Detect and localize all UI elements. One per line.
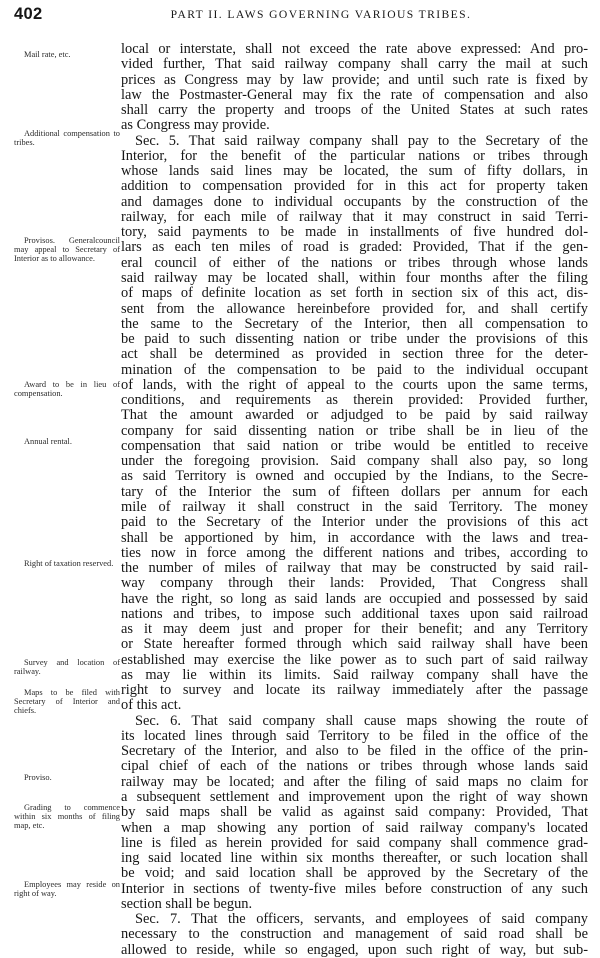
running-head: PART II. LAWS GOVERNING VARIOUS TRIBES. [170, 8, 472, 21]
text-line: as said Territory is owned and occupied by the Indians, to the Secre- [121, 468, 588, 485]
text-line: a subsequent settlement and improvement upon the right of way shown [121, 789, 588, 806]
text-line: under the foregoing provision. Said company shall also pay, so long [121, 453, 588, 470]
text-line: sent from the allowance hereinbefore provided for, and shall certify [121, 300, 588, 317]
text-line: when a map showing any portion of said railway company's located [121, 819, 588, 836]
text-line: shall carry the property and troops of the United States at such rates [121, 102, 588, 119]
text-line: vided further, That said railway company shall carry the mail at such [121, 56, 588, 73]
text-line: tary of the Interior the sum of fifteen dollars per annum for each [121, 483, 588, 500]
text-line: of this act. [121, 697, 182, 714]
text-line: the number of miles of railway that may be constructed by said rail- [121, 560, 588, 577]
page-number: 402 [14, 5, 43, 23]
text-line: That the amount awarded or adjudged to be paid by said railway [121, 407, 588, 424]
text-line: its located lines through said Territory to be filed in the office of the [121, 727, 588, 744]
text-line: of lands, with the right of appeal to the courts upon the same terms, [121, 376, 588, 393]
text-line: mination of the compensation to be paid to the individual occupant [121, 361, 588, 378]
text-line: way company through their lands: Provided, That Congress shall [121, 575, 588, 592]
page-header [14, 5, 588, 27]
text-line: as it may deem just and proper for their benefit; and any Territory [121, 621, 588, 638]
text-line: allowed to reside, while so engaged, upon such right of way, but sub- [121, 941, 588, 958]
margin-note: Mail rate, etc. [24, 50, 71, 59]
text-line: Interior, for the benefit of the particular nations or tribes through [121, 147, 588, 164]
text-line: company for said dissenting nation or tribe shall be in lieu of the [121, 422, 588, 439]
margin-note: Maps to be filed with Secretary of Interior and chiefs. [14, 688, 120, 716]
text-line: right to survey and locate its railway immediately after the passage [121, 682, 588, 699]
text-line: Secretary of the Interior, and also to be filed in the office of the prin- [121, 743, 588, 760]
text-line: ing said located line within six months thereafter, or such location shall [121, 850, 588, 867]
text-line: ties now in force among the different nations and tribes, according to [121, 544, 588, 561]
text-line: Interior in sections of twenty-five miles before construction of any such [121, 880, 588, 897]
text-line: paid to the Secretary of the Interior under the provisions of this act [121, 514, 588, 531]
text-line: addition to compensation provided for in this act for property taken [121, 178, 588, 195]
text-line: the same to the Secretary of the Interior, then all compensation to [121, 315, 588, 332]
text-line: as Congress may provide. [121, 117, 270, 134]
margin-note: Award to be in lieu of compensation. [14, 380, 120, 399]
text-line: line is filed as herein provided for said company shall commence grad- [121, 834, 588, 851]
text-line: as may lie within its limits. Said railway company shall have the [121, 666, 588, 683]
text-line: nations and tribes, to impose such additional taxes upon said railroad [121, 605, 588, 622]
margin-note: Grading to commence within six months of filing map, etc. [14, 803, 120, 831]
margin-note: Right of taxation reserved. [24, 559, 114, 568]
margin-note: Survey and location of railway. [14, 658, 120, 677]
text-line: be paid to such dissenting nation or tribe under the provisions of this [121, 331, 588, 348]
text-line: conditions, and requirements as therein provided: Provided further, [121, 392, 588, 409]
text-line: cipal chief of each of the nations or tribes through whose lands said [121, 758, 588, 775]
text-line: established may exercise the like power as to such part of said railway [121, 651, 588, 668]
text-line: compensation that said nation or tribe would be entitled to receive [121, 437, 588, 454]
text-line: have the right, so long as said lands are occupied and possessed by said [121, 590, 588, 607]
text-line: act shall be determined as provided in section three for the deter- [121, 346, 588, 363]
margin-note: Provisos. Generalcouncil may appeal to Secretary of Interior as to allowance. [14, 236, 120, 264]
section-6-start: Sec. 6. That said company shall cause maps showing the route of [135, 712, 588, 729]
text-line: prices as Congress may by law provide; and until such rate is fixed by [121, 71, 588, 88]
text-line: necessary to the construction and management of said road shall be [121, 926, 588, 943]
margin-note: Employees may reside on right of way. [14, 880, 120, 899]
text-line: whose lands said lines may be located, the sum of fifty dollars, in [121, 163, 588, 180]
text-line: tory, said payments to be made in installments of five hundred dol- [121, 224, 588, 241]
margin-note: Proviso. [24, 773, 52, 782]
text-line: eral council of either of the nations or tribes through whose lands [121, 254, 588, 271]
text-line: lars as each ten miles of road is graded: Provided, That if the gen- [121, 239, 588, 256]
text-line: section shall be begun. [121, 895, 253, 912]
text-line: shall be apportioned by him, in accordance with the laws and trea- [121, 529, 588, 546]
text-line: local or interstate, shall not exceed the rate above expressed: And pro- [121, 41, 588, 57]
margin-note: Annual rental. [24, 437, 72, 446]
section-5-start: Sec. 5. That said railway company shall pay to the Secretary of the [135, 132, 588, 149]
text-line: railway may be located; and after the filing of said maps no claim for [121, 773, 588, 790]
text-line: mile of railway it shall construct in the said Territory. The money [121, 498, 588, 515]
text-line: or State hereafter formed through which said railway shall have been [121, 636, 588, 653]
section-7-start: Sec. 7. That the officers, servants, and employees of said company [135, 911, 588, 928]
text-line: railway, for each mile of railway that it may construct in said Terri- [121, 208, 588, 225]
statute-text [121, 42, 588, 958]
text-line: said railway may be located shall, within four months after the filing [121, 269, 588, 286]
text-line: be void; and said location shall be approved by the Secretary of the [121, 865, 588, 882]
text-line: by said maps shall be valid as against said company: Provided, That [121, 804, 588, 821]
text-line: of maps of definite location as set forth in section six of this act, dis- [121, 285, 588, 302]
text-line: law the Postmaster-General may fix the rate of compensation and also [121, 86, 588, 103]
text-line: and damages done to individual occupants by the construction of the [121, 193, 588, 210]
margin-note: Additional compensation to tribes. [14, 129, 120, 148]
